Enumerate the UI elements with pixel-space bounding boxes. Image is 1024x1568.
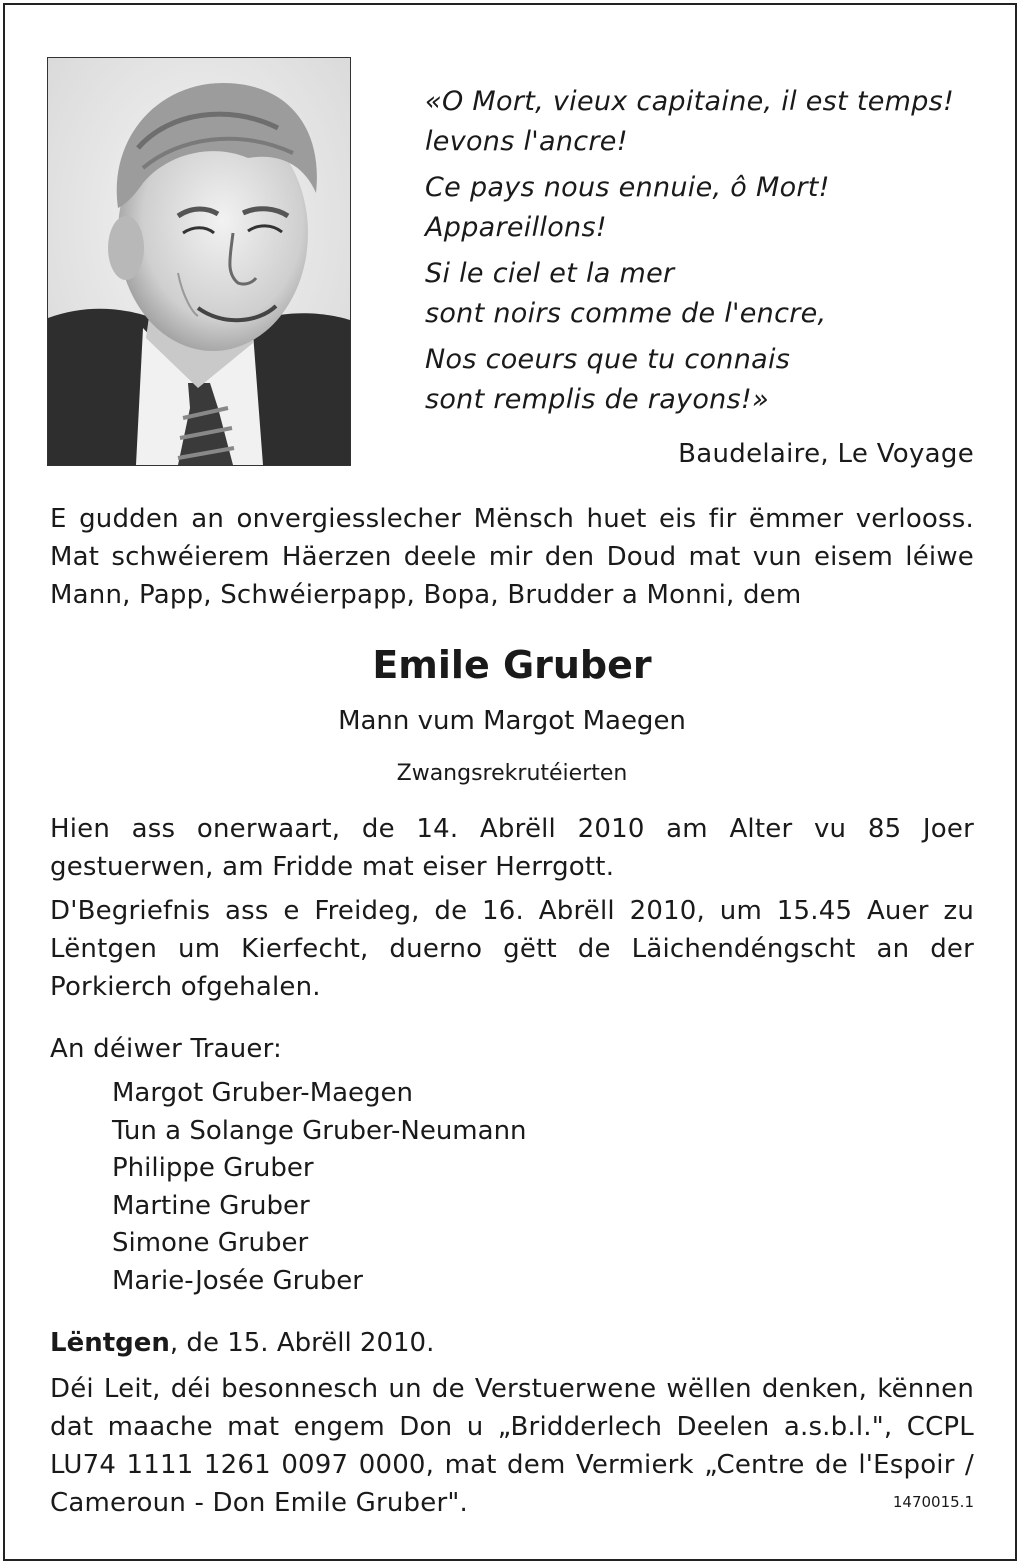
baudelaire-quote [425, 82, 985, 426]
quote-attribution: Baudelaire, Le Voyage [678, 439, 974, 469]
mourner-name: Margot Gruber-Maegen [112, 1078, 414, 1108]
quote-line: Appareillons! [425, 212, 607, 243]
quote-stanza [425, 82, 985, 162]
mourner-name: Martine Gruber [112, 1190, 310, 1221]
quote-stanza [425, 168, 985, 248]
quote-line: Si le ciel et la mer [425, 258, 675, 289]
quote-line: Nos coeurs que tu connais [425, 344, 791, 375]
donation-line: dat maache mat engem Don u „Bridderlech Deelen a.s.b.l.", CCPL [50, 1412, 974, 1442]
deceased-name: Emile Gruber [372, 643, 652, 687]
intro-line: E gudden an onvergiesslecher Mënsch huet eis fir ëmmer verlooss. [50, 504, 974, 534]
quote-stanza [425, 254, 985, 334]
mourner-name: Tun a Solange Gruber-Neumann [112, 1115, 527, 1146]
deceased-title: Zwangsrekrutéierten [396, 761, 628, 786]
funeral-line: D'Begriefnis ass e Freideg, de 16. Abrëll 2010, um 15.45 Auer zu [50, 896, 974, 926]
intro-line: Mat schwéierem Häerzen deele mir den Doud mat vun eisem léiwe [50, 542, 974, 572]
quote-line: Ce pays nous ennuie, ô Mort! [425, 172, 830, 203]
deceased-spouse: Mann vum Margot Maegen [338, 706, 686, 736]
place-name: Lëntgen [50, 1328, 170, 1358]
intro-line: Mann, Papp, Schwéierpapp, Bopa, Brudder a Monni, dem [50, 580, 802, 610]
intro-paragraph [50, 500, 974, 614]
mourners-list [112, 1075, 527, 1300]
quote-line: levons l'ancre! [425, 126, 628, 157]
mourner-name: Simone Gruber [112, 1228, 309, 1258]
quote-line: «O Mort, vieux capitaine, il est temps! [425, 86, 955, 117]
reference-number: 1470015.1 [892, 1493, 974, 1511]
quote-line: sont noirs comme de l'encre, [425, 298, 827, 329]
donation-paragraph [50, 1370, 974, 1522]
funeral-paragraph [50, 892, 974, 1006]
notice-date: , de 15. Abrëll 2010. [169, 1328, 435, 1358]
funeral-line: Porkierch ofgehalen. [50, 972, 321, 1002]
mourner-name: Philippe Gruber [112, 1153, 314, 1183]
death-paragraph [50, 810, 974, 886]
portrait-photo [47, 57, 351, 466]
funeral-line: Lëntgen um Kierfecht, duerno gëtt de Läichendéngscht an der [50, 934, 974, 964]
death-line: gestuerwen, am Fridde mat eiser Herrgott. [50, 852, 615, 882]
mourner-name: Marie-Josée Gruber [112, 1265, 363, 1296]
death-line: Hien ass onerwaart, de 14. Abrëll 2010 am Alter vu 85 Joer [50, 814, 974, 844]
place-date [50, 1324, 434, 1362]
donation-line: Déi Leit, déi besonnesch un de Verstuerwene wëllen denken, kënnen [50, 1374, 974, 1404]
mourning-heading: An déiwer Trauer: [50, 1034, 283, 1064]
donation-line: LU74 1111 1261 0097 0000, mat dem Vermierk „Centre de l'Espoir / [50, 1450, 974, 1480]
quote-stanza [425, 340, 985, 420]
quote-line: sont remplis de rayons!» [425, 384, 770, 415]
donation-line: Cameroun - Don Emile Gruber". [50, 1488, 468, 1518]
